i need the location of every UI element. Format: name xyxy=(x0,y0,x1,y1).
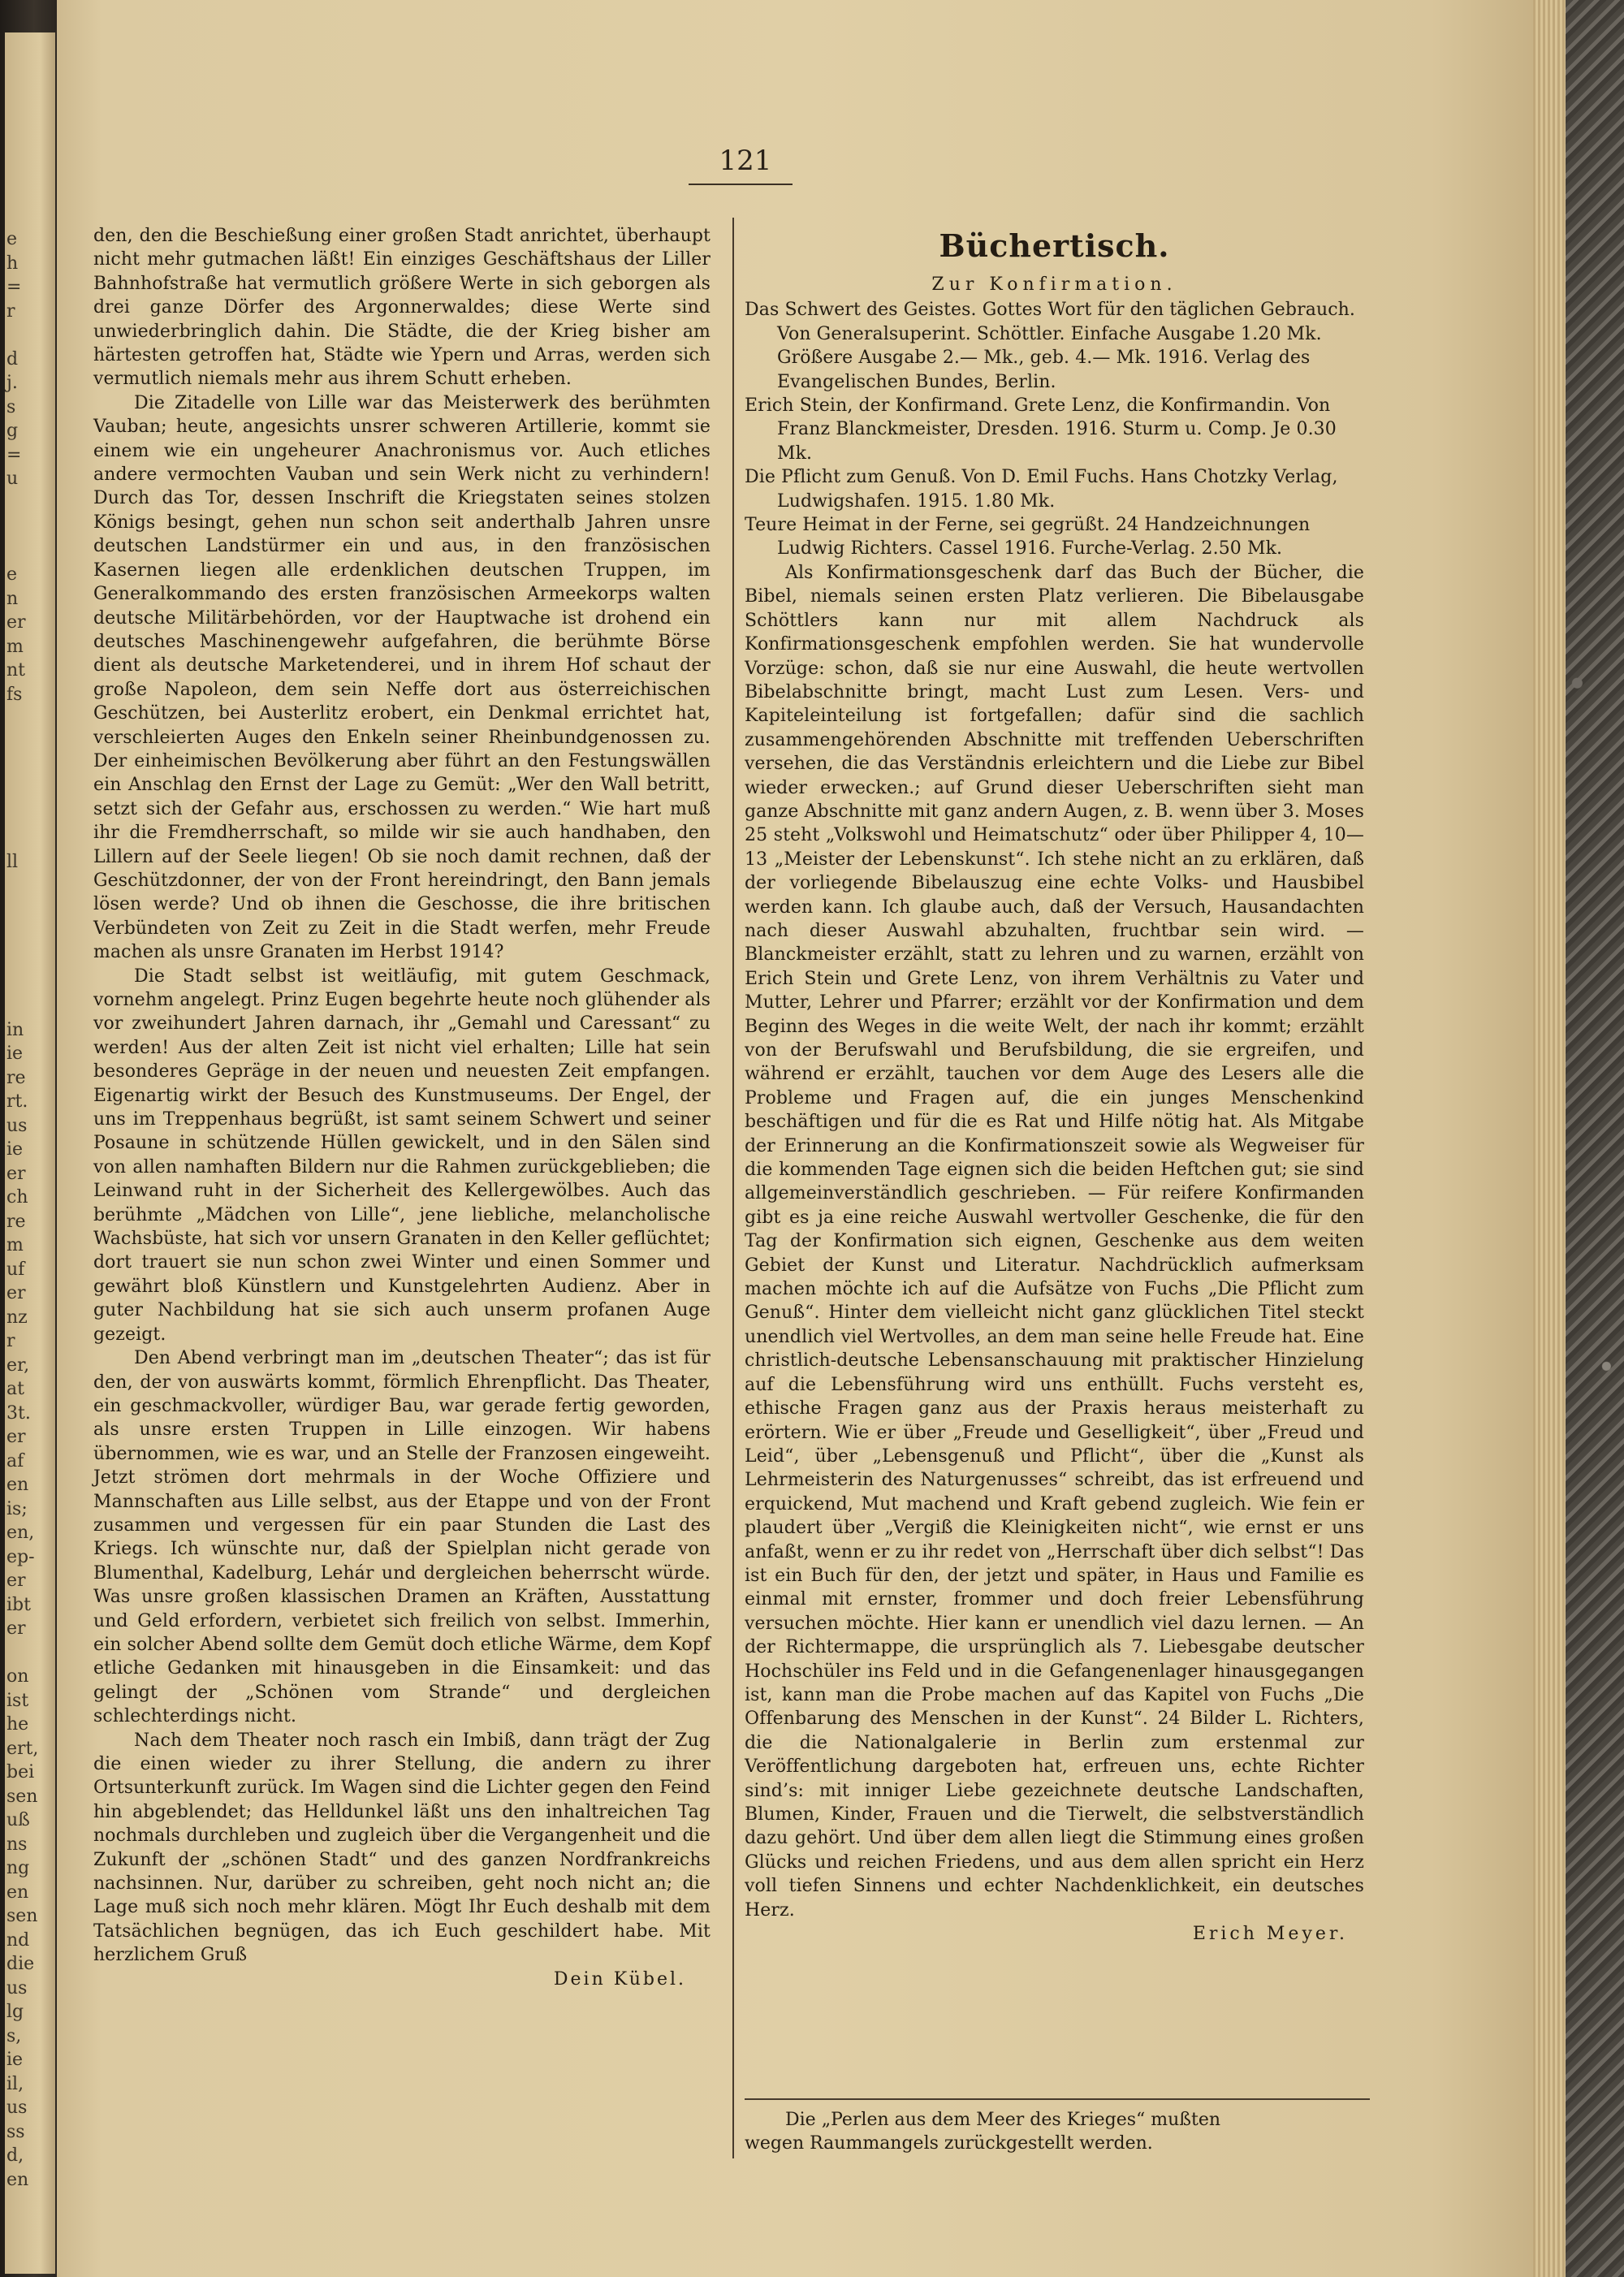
footer-note xyxy=(745,2108,1362,2156)
section-heading: Büchertisch. xyxy=(939,227,1170,264)
book-cover-right xyxy=(1566,0,1624,2277)
review-text: Als Konfirmationsgeschenk darf das Buch der Bücher, die Bibel, niemals seinen ersten Platz verlieren. Die Bibelausgabe Schöttlers kann nur mit allem Nachdruck als Konfirmationsgeschenk empfohlen werden. Sie hat wundervolle Vorzüge: schon, daß sie nur eine Auswahl, die heute wertvollen Bibelabschnitte bringt, macht Lust zum Lesen. Vers- und Kapiteleinteilung ist fortgefallen; dafür sind die sachlich zusammengehörenden Abschnitte mit treffenden Ueberschriften versehen, die das Verständnis erleichtern und die Liebe zur Bibel wieder erwecken.; auf Grund dieser Ueberschriften sieht man ganze Abschnitte mit ganz andern Augen, z. B. wenn über 3. Moses 25 steht „Volkswohl und Heimatschutz“ oder über Philipper 4, 10—13 „Meister der Lebenskunst“. Ich stehe nicht an zu erklären, daß der vorliegende Bibelauszug eine echte Volks- und Hausbibel werden kann. Ich glaube auch, daß der Versuch, Hausandachten nach dieser Auswahl abzuhalten, fruchtbar sein wird. — Blanckmeister erzählt, statt zu lehren und zu warnen, erzählt von Erich Stein und Grete Lenz, von ihrem Verhältnis zu Vater und Mutter, Lehrer und Pfarrer; erzählt vor der Konfirmation und dem Beginn des Weges in die weite Welt, der nach ihr kommt; erzählt von der Berufswahl und Berufsbildung, die sie ergreifen, und während er erzählt, tauchen vor dem Auge des Lesers alle die Probleme und Fragen auf, die ein junges Menschenkind beschäftigen und für die es Rat und Hilfe nötig hat. Als Mitgabe der Erinnerung an die Konfirmationszeit sowie als Wegweiser für die kommenden Tage eignen sich die beiden Heftchen gut; sie sind allgemeinverständlich geschrieben. — Für reifere Konfirmanden gibt es ja eine reiche Auswahl wertvoller Geschenke, die für den Tag der Konfirmation sich eignen, Geschenke aus dem weiten Gebiet der Kunst und Literatur. Nachdrücklich aufmerksam machen möchte ich auf die Aufsätze von Fuchs „Die Pflicht zum Genuß“. Hinter dem vielleicht nicht ganz glücklichen Titel steckt unendlich viel Wertvolles, an dem man seine helle Freude hat. Eine christlich-deutsche Lebensanschauung mit praktischer Hinzielung auf die Lebensführung wird uns enthüllt. Fuchs versteht es, ethische Fragen ganz aus der Praxis heraus meisterhaft zu erörtern. Wie er über „Freude und Geselligkeit“, über „Freud und Leid“, über „Lebensgenuß und Pflicht“, über die „Kunst als Lehrmeisterin des Naturgenusses“ schreibt, das ist erfreuend und erquickend, Mut machend und Kraft gebend zugleich. Wie fein er plaudert über „Vergiß die Kleinigkeiten nicht“, wie ernst er uns anfaßt, wenn er zu ihr redet von „Herrschaft über dich selbst“! Das ist ein Buch für den, der jetzt und später, in Haus und Familie es einmal mit ernster, frommer und doch freier Lebensführung versuchen möchte. Hier kann er unendlich viel dazu lernen. — An der Richtermappe, die ursprünglich als 7. Liebesgabe deutscher Hochschüler ins Feld und in die Gefangenenlager hinausgegangen ist, kann man die Probe machen auf das Kapitel von Fuchs „Die Offenbarung des Menschen in der Kunst“. 24 Bilder L. Richters, die die Nationalgalerie in Berlin zum erstenmal zur Veröffentlichung dargeboten hat, erfreuen uns, echte Richter sind’s: mit inniger Liebe gezeichnete deutsche Landschaften, Blumen, Kinder, Frauen und die Tierwelt, die selbstverständlich dazu gehört. Und über dem allen liegt die Stimmung eines großen Glücks und reichen Friedens, und aus dem allen spricht ein Herz voll tiefen Sinnens und echter Nachdenklichkeit, ein deutsches Herz. xyxy=(745,562,1364,1921)
footer-note-line: Die „Perlen aus dem Meer des Krieges“ mußten xyxy=(785,2110,1221,2130)
footer-note-line: wegen Raummangels zurückgestellt werden. xyxy=(745,2133,1153,2154)
book-entry: Das Schwert des Geistes. Gottes Wort für den täglichen Gebrauch. Von Generalsuperint. Schöttler. Einfache Ausgabe 1.20 Mk. Größere Ausgabe 2.— Mk., geb. 4.— Mk. 1916. Verlag des Evangelischen Bundes, Berlin. xyxy=(745,300,1355,392)
column-divider xyxy=(732,218,734,2158)
paragraph: Den Abend verbringt man im „deutschen Theater“; das ist für den, der von auswärts kommt, förmlich Ehrenpflicht. Das Theater, ein geschmackvoller, würdiger Bau, war gerade fertig geworden, als unsre ersten Truppen in Lille einzogen. Wir habens übernommen, wie es war, und an Stelle der Franzosen eingeweiht. Jetzt strömen dort mehrmals in der Woche Offiziere und Mannschaften aus Lille selbst, aus der Etappe und von der Front zusammen und vergessen für ein paar Stunden die Last des Kriegs. Ich wünschte nur, daß der Spielplan nicht gerade von Blumenthal, Kadelburg, Lehár und dergleichen beherrscht würde. Was unsre großen klassischen Dramen an Kräften, Ausstattung und Geld erfordern, verbietet sich freilich von selbst. Immerhin, ein solcher Abend sollte dem Gemüt doch etliche Wärme, dem Kopf etliche Gedanken mit hinausgeben in die Einsamkeit: und das gelingt der „Schönen vom Strande“ und dergleichen schlechterdings nicht. xyxy=(93,1348,710,1727)
previous-page-text: e h = r d j. s g = u e n er m nt fs ll in ie re rt. us ie er ch re m uf er nz r er, at 3t. er af en is; en, ep- er ibt er on ist he ert, bei sen uß ns ng en sen nd die us lg s, ie il, us ss d, en xyxy=(6,229,39,2190)
right-column xyxy=(745,224,1364,1946)
page-number: 121 xyxy=(719,145,772,177)
paragraph: den, den die Beschießung einer großen Stadt anrichtet, überhaupt nicht mehr gutmachen läßt! Ein einziges Geschäftshaus der Liller Bahnhofstraße hat vermutlich größere Werte in sich geborgen als drei ganze Dörfer des Argonnerwaldes; diese Werte sind unwiederbringlich dahin. Die Städte, die der Krieg bisher am härtesten getroffen hat, Städte wie Ypern und Arras, werden sich vermutlich niemals mehr aus ihrem Schutt erheben. xyxy=(93,226,710,390)
signature: Erich Meyer. xyxy=(1192,1924,1348,1945)
book-entry: Erich Stein, der Konfirmand. Grete Lenz, die Konfirmandin. Von Franz Blanckmeister, Dresden. 1916. Sturm u. Comp. Je 0.30 Mk. xyxy=(745,395,1337,464)
paragraph: Die Zitadelle von Lille war das Meisterwerk des berühmten Vauban; heute, angesichts unsrer schweren Artillerie, kommt sie einem wie ein ungeheurer Anachronismus vor. Auch etliches andere vermochten Vauban und sein Werk nicht zu verhindern! Durch das Tor, dessen Inschrift die Kriegstaten seines stolzen Königs besingt, gehen nun schon seit anderthalb Jahren unsre deutschen Landstürmer ein und aus, in den französischen Kasernen liegen alle erdenklichen deutschen Truppen, im Generalkommando des ersten französischen Armeekorps walten deutsche Militärbehörden, vor der Hauptwache ist drohend ein deutsches Maschinengewehr aufgefahren, die berühmte Börse dient als deutsche Marketenderei, und in ihrem Hof schaut der große Napoleon, dem sein Neffe dort aus österreichischen Geschützen, bei Austerlitz erobert, ein Denkmal errichtet hat, verschleierten Auges den Enkeln seiner Rheinbundgenossen zu. Der einheimischen Bevölkerung aber führt an den Festungswällen ein Anschlag den Ernst der Lage zu Gemüt: „Wer den Wall betritt, setzt sich der Gefahr aus, erschossen zu werden.“ Wie hart muß ihr die Fremdherrschaft, so milde wir sie auch handhaben, den Lillern auf der Seele liegen! Ob sie noch damit rechnen, daß der Geschützdonner, der von der Front hereindringt, den Bann jemals lösen werde? Und ob ihnen die Geschosse, die ihre britischen Verbündeten von Zeit zu Zeit in die Stadt werfen, mehr Freude machen als unsre Granaten im Herbst 1914? xyxy=(93,392,710,963)
footer-rule xyxy=(745,2098,1370,2100)
paragraph: Nach dem Theater noch rasch ein Imbiß, dann trägt der Zug die einen wieder zu ihrer Stellung, die andern zu ihrer Ortsunterkunft zurück. Im Wagen sind die Lichter gegen den Feind hin abgeblendet; das Helldunkel läßt uns den inhaltreichen Tag nochmals durchleben und zugleich über die Vergangenheit und die Zukunft der „schönen Stadt“ und des ganzen Nordfrankreichs nachsinnen. Nur, darüber zu schreiben, geht noch nicht an; die Lage muß sich noch mehr klären. Mögt Ihr Euch deshalb mit dem Tatsächlichen begnügen, das ich Euch geschildert habe. Mit herzlichem Gruß xyxy=(93,1730,710,1966)
paragraph: Die Stadt selbst ist weitläufig, mit gutem Geschmack, vornehm angelegt. Prinz Eugen begehrte heute noch glühender als vor zweihundert Jahren darnach, ihr „Gemahl und Caressant“ zu werden! Aus der alten Zeit ist nicht viel erhalten; Lille hat sein besonderes Gepräge in der neuen und neuesten Zeit empfangen. Eigenartig wirkt der Besuch des Kunstmuseums. Der Engel, der uns im Treppenhaus begrüßt, ist samt seinem Schwert und seiner Posaune in schützende Hüllen gewickelt, und in den Sälen sind von allen namhaften Bildern nur die Rahmen zurückgeblieben; die Leinwand ruht in der Sicherheit des Kellergewölbes. Auch das berühmte „Mädchen von Lille“, jene liebliche, melancholische Wachsbüste, hat sich vor unsern Granaten in den Keller geflüchtet; dort trauert sie nun schon zwei Winter und einen Sommer und gewährt bloß Künstlern und Kunstgelehrten Audienz. Aber in guter Nachbildung hat sie sich auch unserm profanen Auge gezeigt. xyxy=(93,966,710,1345)
previous-page-edge xyxy=(5,32,55,2274)
header-rule xyxy=(689,184,793,185)
signature: Dein Kübel. xyxy=(553,1968,686,1990)
book-entry: Die Pflicht zum Genuß. Von D. Emil Fuchs. Hans Chotzky Verlag, Ludwigshafen. 1915. 1.80 Mk. xyxy=(745,467,1338,512)
book-entry: Teure Heimat in der Ferne, sei gegrüßt. 24 Handzeichnungen Ludwig Richters. Cassel 1916. Furche-Verlag. 2.50 Mk. xyxy=(745,515,1311,560)
section-subheading: Zur Konfirmation. xyxy=(931,274,1177,295)
page-block-edge xyxy=(1533,0,1566,2277)
left-column xyxy=(93,224,710,1991)
